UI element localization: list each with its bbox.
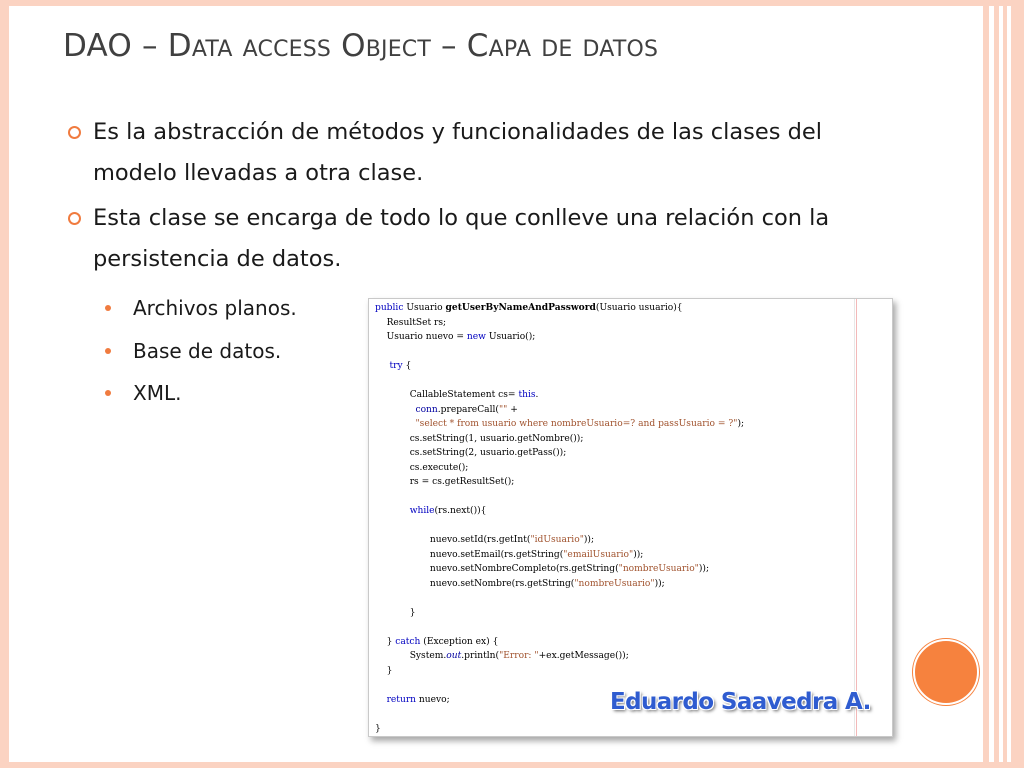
code-line: CallableStatement cs= this. bbox=[375, 390, 539, 400]
decorative-orange-circle bbox=[913, 639, 979, 705]
code-line: nuevo.setId(rs.getInt("idUsuario")); bbox=[375, 535, 595, 545]
frame-top-border bbox=[0, 0, 1024, 6]
code-line bbox=[375, 519, 744, 534]
code-line bbox=[375, 374, 744, 389]
sub-bullet-dot-icon bbox=[105, 348, 111, 354]
code-line: return nuevo; bbox=[386, 694, 450, 705]
code-line bbox=[375, 620, 744, 635]
code-line: cs.setString(1, usuario.getNombre()); bbox=[375, 433, 584, 444]
sub-bullet-text: XML. bbox=[133, 381, 182, 405]
author-signature: Eduardo Saavedra A. bbox=[610, 689, 871, 715]
frame-bottom-border bbox=[0, 762, 1024, 768]
frame-right-stripe bbox=[994, 0, 999, 768]
bullet-text: Es la abstracción de métodos y funcionalidades de las clases del modelo llevadas a otra clase. bbox=[93, 119, 822, 186]
code-editor-margin-line bbox=[854, 299, 855, 736]
sub-bullet-dot-icon bbox=[105, 390, 111, 396]
frame-right-stripe bbox=[1011, 0, 1024, 768]
code-line: "select * from usuario where nombreUsuario=? and passUsuario = ?"); bbox=[415, 419, 745, 429]
code-line: conn.prepareCall("" + bbox=[415, 404, 518, 415]
code-line: cs.setString(2, usuario.getPass()); bbox=[375, 448, 567, 458]
code-line bbox=[375, 591, 744, 606]
code-line: public Usuario getUserByNameAndPassword(Usuario usuario){ bbox=[375, 302, 683, 313]
code-line: } bbox=[375, 607, 416, 618]
code-line bbox=[375, 345, 744, 360]
code-line bbox=[375, 490, 744, 505]
code-line: System.out.println("Error: "+ex.getMessage()); bbox=[375, 651, 629, 661]
bullet-list bbox=[60, 112, 860, 284]
code-line: nuevo.setNombreCompleto(rs.getString("nombreUsuario")); bbox=[375, 564, 710, 574]
code-line: nuevo.setEmail(rs.getString("emailUsuario")); bbox=[375, 549, 644, 560]
code-line: nuevo.setNombre(rs.getString("nombreUsuario")); bbox=[375, 578, 665, 589]
code-block bbox=[375, 301, 744, 736]
code-line: ResultSet rs; bbox=[375, 317, 447, 328]
code-line: cs.execute(); bbox=[375, 462, 469, 473]
bullet-item bbox=[60, 112, 860, 194]
code-line: rs = cs.getResultSet(); bbox=[375, 477, 515, 487]
code-line: } catch (Exception ex) { bbox=[375, 636, 499, 647]
code-line: } bbox=[375, 723, 381, 734]
bullet-ring-icon bbox=[68, 126, 81, 139]
code-editor-margin-line bbox=[856, 299, 857, 736]
sub-bullet-text: Base de datos. bbox=[133, 339, 282, 363]
slide-title: DAO – Data access Object – Capa de datos bbox=[63, 28, 659, 64]
frame-right-stripe bbox=[1003, 0, 1007, 768]
sub-bullet-dot-icon bbox=[105, 305, 111, 311]
bullet-item bbox=[60, 198, 860, 280]
code-line: Usuario nuevo = new Usuario(); bbox=[375, 332, 536, 342]
code-line: while(rs.next()){ bbox=[409, 506, 487, 516]
sub-bullet-text: Archivos planos. bbox=[133, 296, 297, 320]
code-screenshot bbox=[368, 298, 893, 737]
bullet-ring-icon bbox=[68, 212, 81, 225]
code-line: } bbox=[375, 665, 393, 676]
bullet-text: Esta clase se encarga de todo lo que conlleve una relación con la persistencia de datos. bbox=[93, 205, 830, 272]
code-line: try { bbox=[389, 361, 412, 371]
frame-right-stripe bbox=[983, 0, 989, 768]
frame-left-border bbox=[0, 0, 9, 768]
